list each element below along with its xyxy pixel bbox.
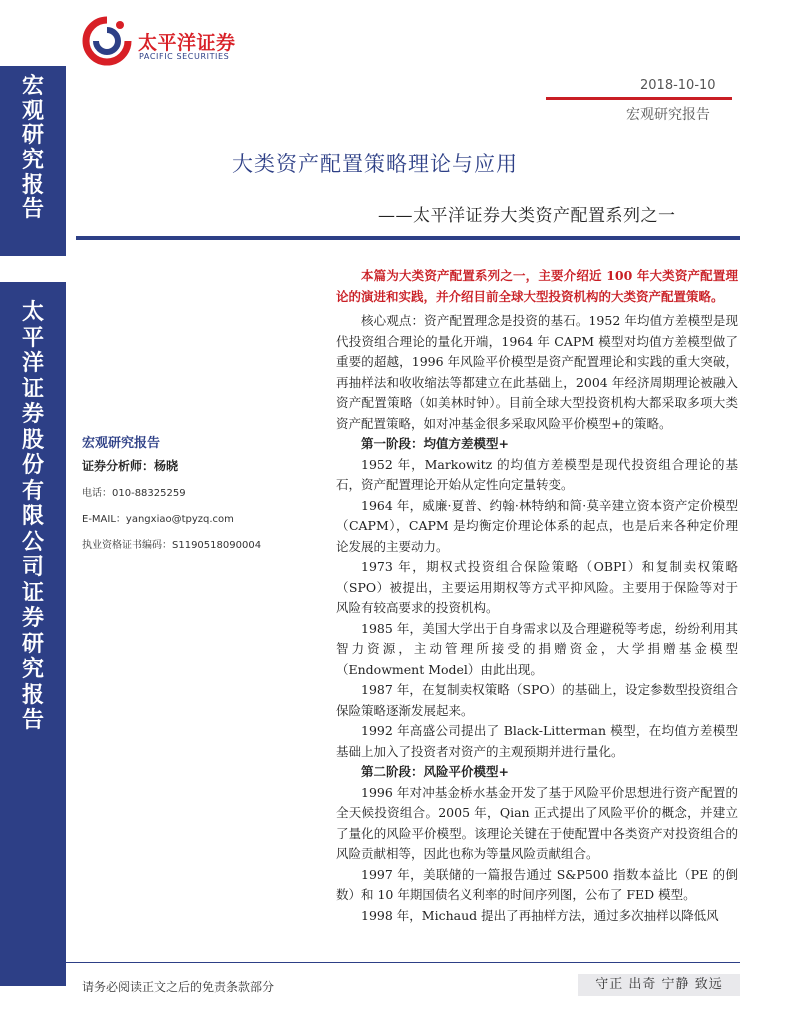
body-paragraph: 1996 年对冲基金桥水基金开发了基于风险平价思想进行资产配置的全天候投资组合。2005 年，Qian 正式提出了风险平价的概念，并建立了量化的风险平价模型。该理论关键在于使配置中各类资产对投资组合的风险贡献相等，因此也称为等量风险贡献组合。 [336,784,738,861]
body-paragraph: 1952 年，Markowitz 的均值方差模型是现代投资组合理论的基石，资产配置理论开始从定性向定量转变。 [336,456,738,492]
report-category: 宏观研究报告 [82,436,161,451]
analyst-license: 执业资格证书编码：S1190518090004 [82,540,262,551]
analyst-name: 证券分析师：杨晓 [82,459,179,473]
page-title: 大类资产配置策略理论与应用 [232,152,518,176]
sidebar-top-text: 宏 观 研 究 报 告 [21,73,44,223]
footer-motto: 守正 出奇 宁静 致远 [578,974,740,996]
footer-divider [66,962,740,963]
body-paragraph: 1973 年，期权式投资组合保险策略（OBPI）和复制卖权策略（SPO）被提出，主要运用期权等方式平抑风险。主要用于保险等对于风险有较高要求的投资机构。 [336,559,738,615]
section-heading: 第二阶段：风险平价模型+ [361,764,509,779]
paragraph-list [336,311,738,926]
logo-text-en: PACIFIC SECURITIES [139,52,230,61]
page-subtitle: ——太平洋证券大类资产配置系列之一 [378,206,676,226]
logo-text-cn: 太平洋证券 [138,32,236,54]
logo-mark-icon [82,16,132,66]
analyst-email: E-MAIL：yangxiao@tpyzq.com [82,514,234,525]
main-content [336,266,738,926]
body-paragraph: 1992 年高盛公司提出了 Black-Litterman 模型，在均值方差模型基础上加入了投资者对资产的主观预期并进行量化。 [336,723,738,759]
analyst-phone: 电话：010-88325259 [82,488,186,499]
body-paragraph: 1985 年，美国大学出于自身需求以及合理避税等考虑，纷纷利用其智力资源，主动管理所接受的捐赠资金，大学捐赠基金模型（Endowment Model）由此出现。 [336,620,738,677]
body-paragraph: 1964 年，威廉·夏普、约翰·林特纳和简·莫辛建立资本资产定价模型（CAPM），CAPM 是均衡定价理论体系的起点，也是后来各种定价理论发展的主要动力。 [336,497,738,554]
report-date: 2018-10-10 [640,78,716,93]
header-divider [546,97,732,100]
summary-paragraph: 本篇为大类资产配置系列之一，主要介绍近 100 年大类资产配置理论的演进和实践，并介绍目前全球大型投资机构的大类资产配置策略。 [336,268,738,304]
body-paragraph: 1997 年，美联储的一篇报告通过 S&P500 指数本益比（PE 的倒数）和 10 年期国债名义利率的时间序列图，公布了 FED 模型。 [336,866,738,902]
body-paragraph: 1998 年，Michaud 提出了再抽样方法，通过多次抽样以降低风 [361,907,719,923]
title-divider [76,236,740,240]
body-paragraph: 核心观点：资产配置理念是投资的基石。1952 年均值方差模型是现代投资组合理论的量化开端，1964 年 CAPM 模型对均值方差模型做了重要的超越，1996 年风险平价模型是资产配置理论和实践的重大突破，再抽样法和收收缩法等都建立在此基础上，2004 年经济周期理论被融入资产配置策略（如美林时钟）。目前全球大型投资机构大都采取多项大类资产配置策略，如对冲基金很多采取风险平价模型+的策略。 [336,313,738,431]
report-type: 宏观研究报告 [626,107,710,123]
analyst-info [82,432,332,562]
company-logo [82,16,282,66]
footer-disclaimer: 请务必阅读正文之后的免责条款部分 [82,980,275,994]
sidebar-bottom-text: 太 平 洋 证 券 股 份 有 限 公 司 证 券 研 究 报 告 [21,299,44,734]
section-heading: 第一阶段：均值方差模型+ [361,436,509,451]
body-paragraph: 1987 年，在复制卖权策略（SPO）的基础上，设定参数型投资组合保险策略逐渐发展起来。 [336,682,738,718]
